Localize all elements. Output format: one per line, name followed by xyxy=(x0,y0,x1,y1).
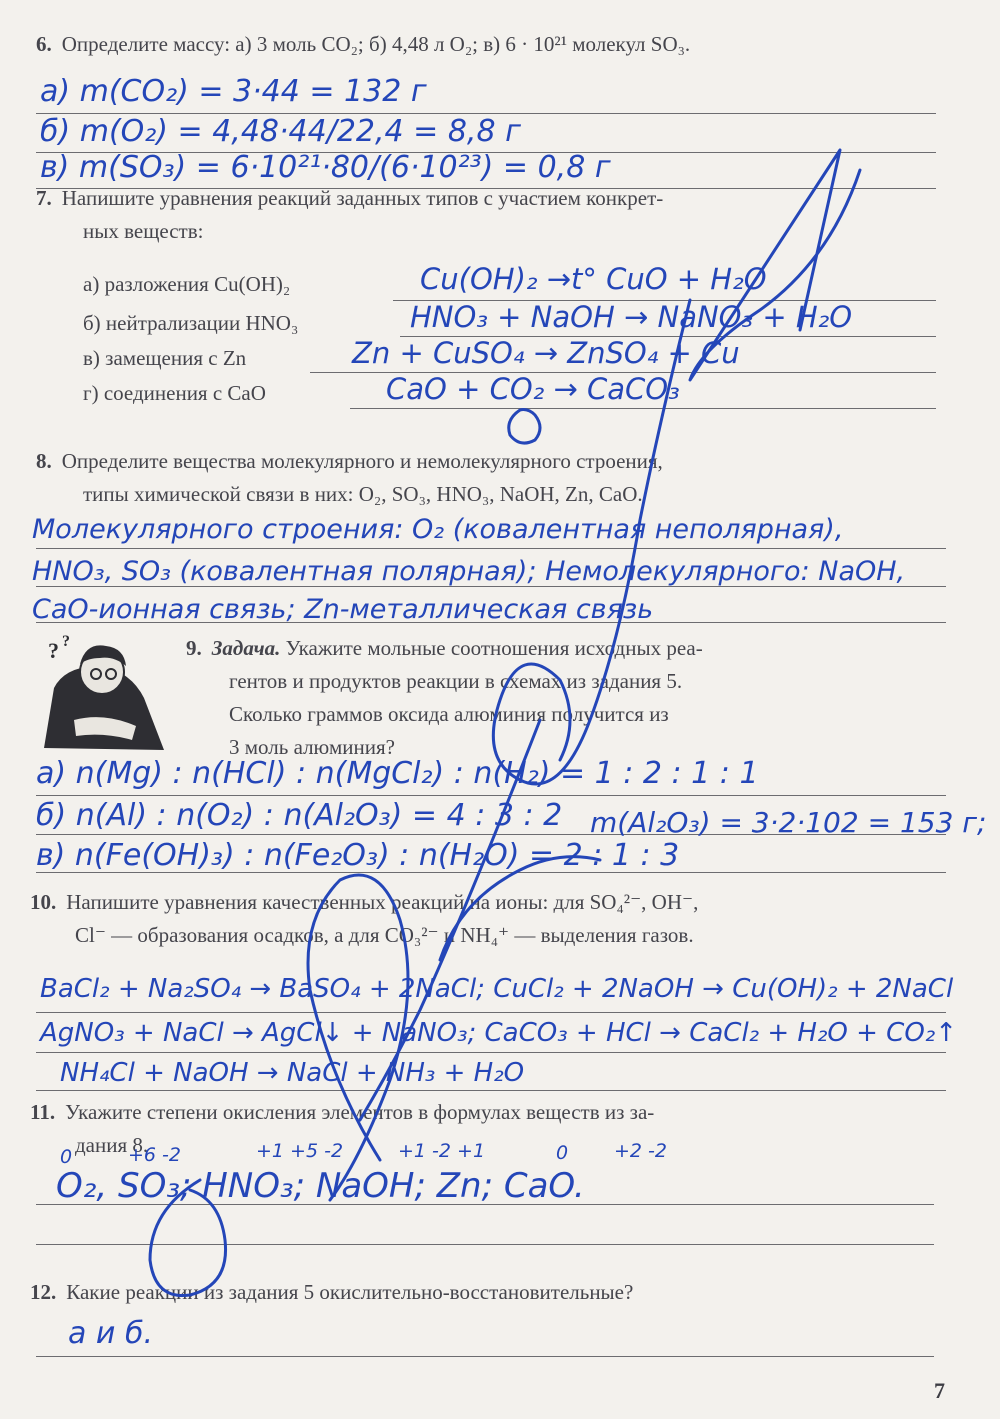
question-text: 3 моль алюминия? xyxy=(229,735,395,759)
reaction-type-label: б) нейтрализации HNO₃ xyxy=(83,311,299,335)
question-text: Cl⁻ — образования осадков, а для CO₃²⁻ и NH₄⁺ — выделения газов. xyxy=(75,923,694,947)
reaction-type-label: г) соединения с CaO xyxy=(83,381,266,405)
question-text: гентов и продуктов реакции в схемах из задания 5. xyxy=(229,669,683,693)
handwritten-answer: CaO + CO₂ → CaCO₃ xyxy=(386,372,680,406)
handwritten-answer: AgNO₃ + NaCl → AgCl↓ + NaNO₃; CaCO₃ + HCl → CaCl₂ + H₂O + CO₂↑ xyxy=(40,1018,957,1048)
question-text: ных веществ: xyxy=(83,219,204,243)
question-text: типы химической связи в них: O₂, SO₃, HNO₃, NaOH, Zn, CaO. xyxy=(83,482,643,506)
handwritten-answer: а) m(CO₂) = 3·44 = 132 г xyxy=(40,74,427,109)
handwritten-answer: б) m(O₂) = 4,48·44/22,4 = 8,8 г xyxy=(40,114,521,149)
oxidation-state: +6 -2 xyxy=(128,1144,181,1166)
task-label: Задача. xyxy=(211,636,281,660)
question-number: 10. xyxy=(30,890,57,914)
question-number: 8. xyxy=(36,449,52,473)
handwritten-answer: а) n(Mg) : n(HCl) : n(MgCl₂) : n(H₂) = 1 : 2 : 1 : 1 xyxy=(36,756,759,791)
svg-text:?: ? xyxy=(62,633,70,650)
handwritten-answer: в) n(Fe(OH)₃) : n(Fe₂O₃) : n(H₂O) = 2 : 1 : 3 xyxy=(36,838,680,873)
question-number: 9. xyxy=(186,636,202,660)
oxidation-state: 0 xyxy=(556,1142,569,1164)
question-text: Сколько граммов оксида алюминия получится из xyxy=(229,702,669,726)
question-text: Укажите степени окисления элементов в формулах веществ из за- xyxy=(65,1100,655,1124)
question-number: 11. xyxy=(30,1100,56,1124)
oxidation-state: 0 xyxy=(60,1146,73,1168)
handwritten-answer: Zn + CuSO₄ → ZnSO₄ + Cu xyxy=(352,336,740,370)
oxidation-state: +2 -2 xyxy=(614,1140,667,1162)
question-number: 12. xyxy=(30,1280,57,1304)
question-number: 7. xyxy=(36,186,52,210)
oxidation-state: +1 -2 +1 xyxy=(398,1140,486,1162)
question-text: дания 8. xyxy=(75,1133,149,1157)
handwritten-answer: Cu(OH)₂ →t° CuO + H₂O xyxy=(420,262,767,296)
svg-text:?: ? xyxy=(48,638,59,663)
page-number: 7 xyxy=(934,1378,945,1403)
handwritten-answer: BaCl₂ + Na₂SO₄ → BaSO₄ + 2NaCl; CuCl₂ + 2NaOH → Cu(OH)₂ + 2NaCl xyxy=(40,974,954,1004)
handwritten-answer: HNO₃, SO₃ (ковалентная полярная); Немолекулярного: NaOH, xyxy=(32,556,906,587)
handwritten-answer: в) m(SO₃) = 6·10²¹·80/(6·10²³) = 0,8 г xyxy=(40,150,611,185)
handwritten-answer: NH₄Cl + NaOH → NaCl + NH₃ + H₂O xyxy=(60,1058,525,1088)
reaction-type-label: а) разложения Cu(OH)₂ xyxy=(83,272,291,296)
handwritten-answer: HNO₃ + NaOH → NaNO₃ + H₂O xyxy=(410,300,853,334)
question-text: Определите вещества молекулярного и немолекулярного строения, xyxy=(61,449,663,473)
handwritten-answer: CaO-ионная связь; Zn-металлическая связь xyxy=(32,594,654,625)
handwritten-answer: m(Al₂O₃) = 3·2·102 = 153 г; xyxy=(590,806,987,839)
handwritten-answer: б) n(Al) : n(O₂) : n(Al₂O₃) = 4 : 3 : 2 xyxy=(36,798,563,833)
question-text: Напишите уравнения качественных реакций на ионы: для SO₄²⁻, OH⁻, xyxy=(66,890,699,914)
handwritten-answer: O₂, SO₃; HNO₃; NaOH; Zn; CaO. xyxy=(56,1166,585,1206)
question-text: Определите массу: а) 3 моль CO₂; б) 4,48 л O₂; в) 6 · 10²¹ молекул SO₃. xyxy=(61,32,691,56)
oxidation-state: +1 +5 -2 xyxy=(256,1140,344,1162)
handwritten-answer: а и б. xyxy=(68,1316,153,1351)
handwritten-answer: Молекулярного строения: O₂ (ковалентная неполярная), xyxy=(32,514,844,545)
reaction-type-label: в) замещения с Zn xyxy=(83,346,247,370)
question-number: 6. xyxy=(36,32,52,56)
question-text: Укажите мольные соотношения исходных реа- xyxy=(285,636,703,660)
question-text: Напишите уравнения реакций заданных типов с участием конкрет- xyxy=(61,186,664,210)
question-text: Какие реакции из задания 5 окислительно-восстановительные? xyxy=(66,1280,634,1304)
